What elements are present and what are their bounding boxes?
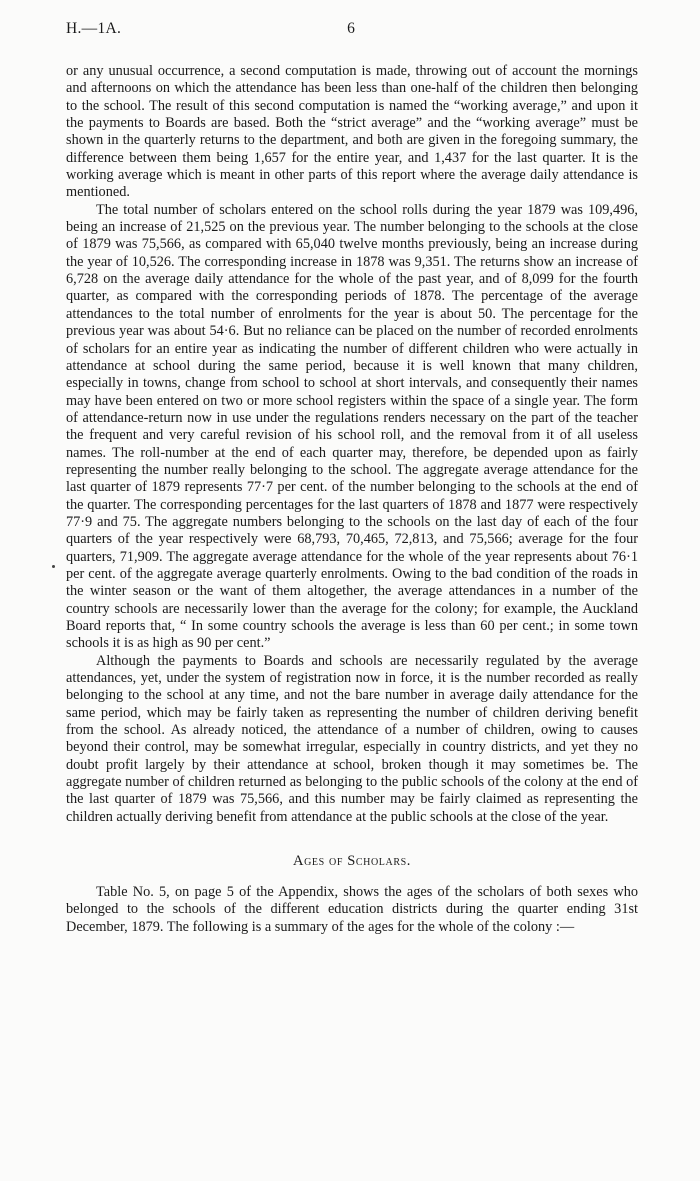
paragraph-ages-of-scholars: Table No. 5, on page 5 of the Appendix, shows the ages of the scholars of both sexes who belonged to the schools of the different education districts during the quarter ending 31st December, 1879. The following is a summary of the ages for the whole of the colony :— <box>66 884 638 935</box>
page-number: 6 <box>347 20 355 37</box>
document-reference: H.—1A. <box>66 20 122 37</box>
section-heading: Ages of Scholars. <box>293 853 411 870</box>
page-header <box>66 20 636 44</box>
paragraph-continued: or any unusual occurrence, a second computation is made, throwing out of account the mornings and afternoons on which the attendance has been less than one-half of the children then belonging to the school. The result of this second computation is named the “working average,” and upon it the payments to Boards are based. Both the “strict average” and the “working average” must be shown in the quarterly returns to the department, and both are given in the foregoing summary, the difference between them being 1,657 for the entire year, and 1,437 for the last quarter. It is the working average which is meant in other parts of this report where the average daily attendance is mentioned. <box>66 63 638 201</box>
margin-dot-mark <box>52 565 55 568</box>
paragraph-attendance-payments: Although the payments to Boards and schools are necessarily regulated by the average attendances, yet, under the system of registration now in force, it is the number recorded as really belonging to the school at any time, and not the bare number in average daily attendance for the same period, which may be fairly taken as representing the number of children deriving benefit from the school. As already noticed, the attendance of a number of children, owing to causes beyond their control, may be somewhat irregular, especially in country districts, and yet they no doubt profit largely by their attendance at school, broken though it may sometimes be. The aggregate number of children returned as belonging to the public schools of the colony at the end of the last quarter of 1879 was 75,566, and this number may be fairly claimed as representing the children actually deriving benefit from attendance at the public schools at the close of the year. <box>66 652 638 825</box>
document-body <box>66 63 638 936</box>
paragraph-enrolment-statistics: The total number of scholars entered on the school rolls during the year 1879 was 109,496, being an increase of 21,525 on the previous year. The number belonging to the schools at the close of 1879 was 75,566, as compared with 65,040 twelve months previously, being an increase during the year of 10,526. The corresponding increase in 1878 was 9,351. The returns show an increase of 6,728 on the average daily attendance for the whole of the past year, and of 8,099 for the fourth quarter, as compared with the corresponding periods of 1878. The percentage of the average attendances to the total number of enrolments for the year is about 50. The percentage for the previous year was about 54·6. But no reliance can be placed on the number of recorded enrolments of scholars for an entire year as indicating the number of different children who were actually in attendance at school during the same period, because it is well known that many children, especially in towns, change from school to school at short intervals, and consequently their names may have been entered on two or more school registers within the space of a single year. The form of attendance-return now in use under the regulations renders necessary on the part of the teacher the frequent and very careful revision of his school roll, and the removal from it of all useless names. The roll-number at the end of each quarter may, therefore, be depended upon as fairly representing the number really belonging to the school. The aggregate average attendance for the last quarter of 1879 represents 77·7 per cent. of the number belonging to the schools at the end of the quarter. The corresponding percentages for the last quarters of 1878 and 1877 were respectively 77·9 and 75. The aggregate numbers belonging to the schools on the last day of each of the four quarters of the year respectively were 68,793, 70,465, 72,813, and 75,566; average for the four quarters, 71,909. The aggregate average attendance for the whole of the year represents about 76·1 per cent. of the aggregate average quarterly enrolments. Owing to the bad condition of the roads in the winter season or the want of them altogether, the average attendances in a number of the country schools are necessarily lower than the average for the colony; for example, the Auckland Board reports that, “ In some country schools the average is less than 60 per cent.; in some town schools it is as high as 90 per cent.” <box>66 201 638 652</box>
